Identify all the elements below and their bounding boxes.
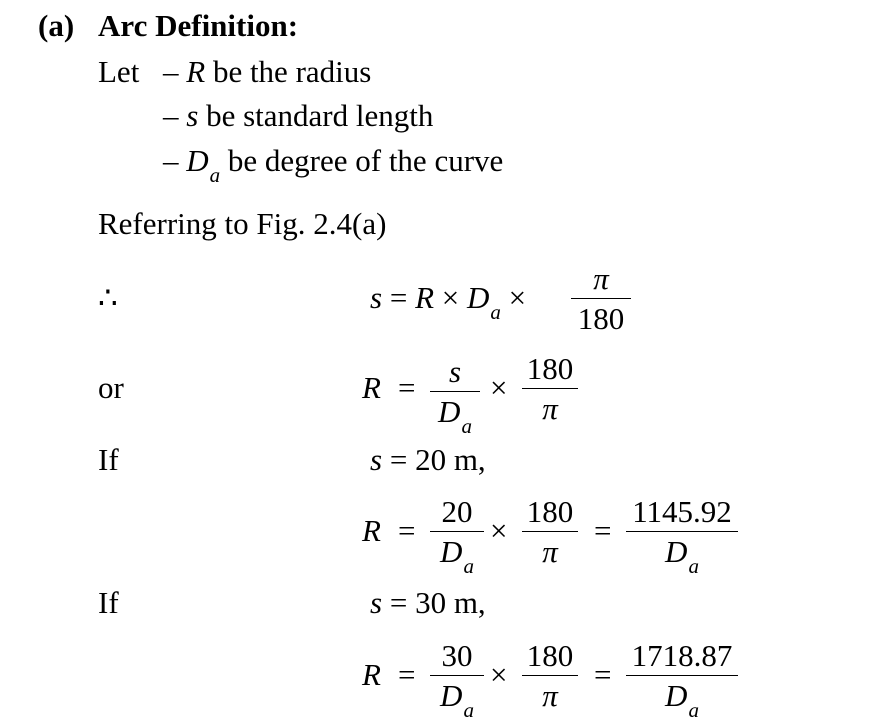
equation-2-R: R xyxy=(362,370,381,405)
fraction-s-over-Da: s $D_a$ xyxy=(430,356,480,427)
fraction-180-over-pi-3: 180 π xyxy=(522,640,578,711)
if-word-1: If xyxy=(98,442,119,477)
let-item-degree: – $D_a$ be degree of the curve xyxy=(163,143,504,187)
equation-6-equals: = xyxy=(398,657,416,692)
equation-5: s = 30 m, xyxy=(370,585,486,620)
let-word: Let xyxy=(98,54,140,89)
or-word: or xyxy=(98,370,124,405)
equation-4-R: R xyxy=(362,513,381,548)
equation-4-times: × xyxy=(490,513,508,548)
equation-1-lhs: $s = R \times D_a$ × xyxy=(370,280,527,324)
fraction-180-over-pi-2: 180 π xyxy=(522,496,578,567)
let-item-radius: – R be the radius xyxy=(163,54,372,89)
fraction-1718-over-Da: 1718.87 $D_a$ xyxy=(626,640,738,711)
equation-6-R: R xyxy=(362,657,381,692)
equation-6-equals-2: = xyxy=(594,657,612,692)
let-item-standard-length: – s be standard length xyxy=(163,98,434,133)
equation-2-equals: = xyxy=(398,370,416,405)
equation-6-times: × xyxy=(490,657,508,692)
equation-2-times: × xyxy=(490,370,508,405)
therefore-symbol: ∴ xyxy=(98,280,118,315)
fraction-180-over-pi: 180 π xyxy=(522,353,578,424)
fraction-1145-over-Da: 1145.92 $D_a$ xyxy=(626,496,738,567)
equation-4-equals: = xyxy=(398,513,416,548)
equation-3: s = 20 m, xyxy=(370,442,486,477)
fraction-20-over-Da: 20 $D_a$ xyxy=(430,496,484,567)
referring-text: Referring to Fig. 2.4(a) xyxy=(98,206,387,241)
fraction-30-over-Da: 30 $D_a$ xyxy=(430,640,484,711)
section-title: Arc Definition: xyxy=(98,8,299,43)
equation-4-equals-2: = xyxy=(594,513,612,548)
fraction-pi-over-180: π 180 xyxy=(571,263,631,334)
if-word-2: If xyxy=(98,585,119,620)
section-label: (a) xyxy=(38,8,75,43)
